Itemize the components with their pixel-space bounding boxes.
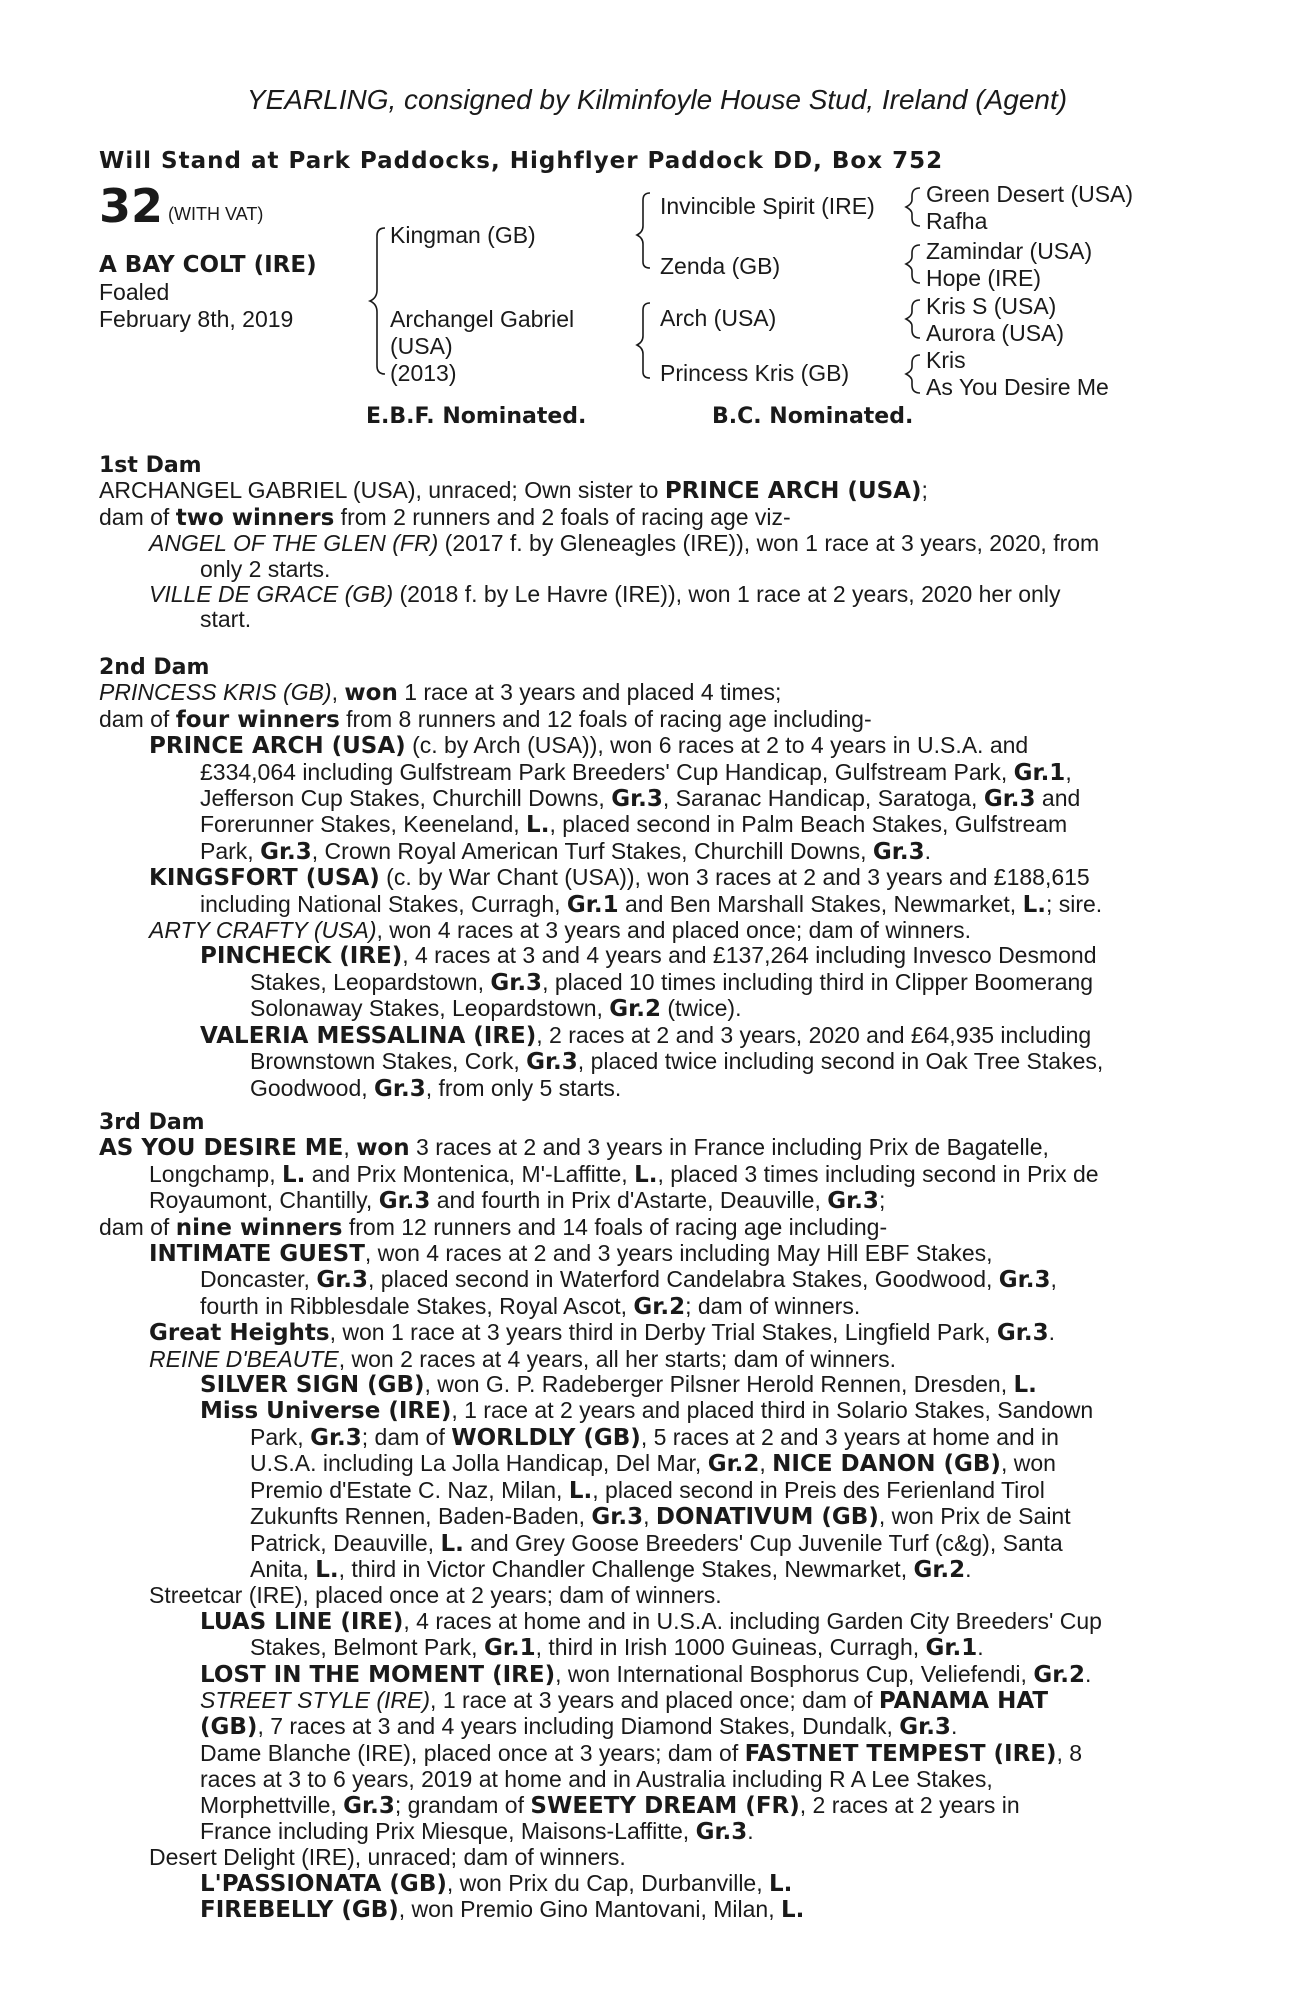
progeny-text: Forerunner Stakes, Keeneland,: [200, 811, 527, 838]
progeny-text: Premio d'Estate C. Naz, Milan,: [250, 1476, 569, 1503]
progeny-text: Morphettville,: [200, 1791, 344, 1818]
progeny-name: PANAMA HAT: [878, 1687, 1049, 1714]
progeny-text: , won 2 races at 4 years, all her starts; dam of winners.: [338, 1345, 897, 1372]
progeny-name: STREET STYLE (IRE): [200, 1686, 431, 1713]
grade-label: Gr.2: [707, 1451, 760, 1478]
grade-label: Gr.3: [343, 1792, 395, 1819]
grade-label: Gr.3: [611, 786, 663, 813]
grade-label: Gr.3: [316, 1267, 369, 1294]
progeny-text: , 5 races at 2 and 3 years at home and in: [640, 1423, 1059, 1450]
grade-label: Gr.3: [695, 1818, 748, 1845]
dam-text: Royaumont, Chantilly,: [149, 1187, 379, 1214]
progeny-text: , won 4 races at 3 years and placed once; dam of winners.: [376, 917, 971, 944]
progeny-name: ARTY CRAFTY (USA): [149, 917, 377, 944]
progeny-name: FASTNET TEMPEST (IRE): [744, 1740, 1057, 1767]
dam-text: ARCHANGEL GABRIEL (USA), unraced; Own sister to: [99, 477, 665, 504]
progeny-text: , third in Victor Chandler Challenge Stakes, Newmarket,: [338, 1555, 914, 1582]
grade-label: L.: [780, 1897, 805, 1924]
grade-label: L.: [1013, 1372, 1037, 1399]
grade-label: L.: [440, 1530, 464, 1557]
progeny-text: ; sire.: [1045, 890, 1103, 917]
grade-label: L.: [1022, 891, 1046, 918]
grade-label: Gr.1: [483, 1635, 536, 1662]
progeny-text: , won: [1000, 1450, 1056, 1477]
dam-text: Longchamp,: [149, 1160, 282, 1187]
progeny-text: , placed second in Palm Beach Stakes, Gulfstream: [549, 811, 1068, 838]
progeny-text: including National Stakes, Curragh,: [200, 890, 567, 917]
progeny-text: Stakes, Leopardstown,: [250, 968, 491, 995]
grade-label: Gr.2: [633, 1293, 686, 1320]
winners-count: nine winners: [175, 1214, 343, 1241]
progeny-text: (2018 f. by Le Havre (IRE)), won 1 race at 2 years, 2020 her only: [393, 581, 1061, 608]
progeny-text: (c. by Arch (USA)), won 6 races at 2 to 4 years in U.S.A. and: [405, 732, 1029, 759]
grade-label: Gr.3: [591, 1504, 644, 1531]
dam-text: from 12 runners and 14 foals of racing age including-: [342, 1213, 888, 1240]
progeny-text: ; dam of winners.: [685, 1292, 861, 1319]
sire-sire-dam: Rafha: [926, 208, 988, 234]
grade-label: Gr.1: [566, 891, 619, 918]
grade-label: Gr.3: [996, 1320, 1049, 1347]
progeny-name: SWEETY DREAM (FR): [530, 1792, 800, 1819]
grade-label: Gr.3: [899, 1714, 951, 1741]
progeny-text: , 2 races at 2 years in: [799, 1791, 1020, 1818]
progeny-text: .: [1048, 1319, 1055, 1346]
dam-dam: Princess Kris (GB): [660, 360, 850, 386]
progeny-name: REINE D'BEAUTE: [149, 1345, 339, 1372]
grade-label: Gr.3: [526, 1049, 578, 1076]
horse-name: A BAY COLT (IRE): [99, 252, 317, 278]
progeny-text: , 4 races at 3 and 4 years and £137,264 including Invesco Desmond: [402, 942, 1097, 969]
progeny-text: .: [747, 1817, 754, 1844]
progeny-text: and Grey Goose Breeders' Cup Juvenile Turf (c&g), Santa: [463, 1529, 1063, 1556]
grade-label: Gr.3: [490, 969, 543, 996]
sire-sire-sire: Green Desert (USA): [926, 181, 1134, 207]
progeny-name: VALERIA MESSALINA (IRE): [200, 1022, 537, 1049]
grade-label: Gr.2: [1033, 1661, 1085, 1688]
grade-label: Gr.3: [872, 838, 925, 865]
progeny-text: races at 3 to 6 years, 2019 at home and in Australia including R A Lee Stakes,: [200, 1766, 993, 1793]
grade-label: L.: [568, 1477, 593, 1504]
progeny-text: , won Prix du Cap, Durbanville,: [446, 1869, 770, 1896]
catalogue-header: YEARLING, consigned by Kilminfoyle House Stud, Ireland (Agent): [246, 84, 1068, 115]
progeny-text: Zukunfts Rennen, Baden-Baden,: [250, 1503, 592, 1530]
dam-text: ;: [921, 477, 928, 504]
progeny-text: Patrick, Deauville,: [250, 1529, 441, 1556]
grade-label: L.: [769, 1870, 793, 1897]
dam-text: 1 race at 3 years and placed 4 times;: [397, 679, 782, 706]
progeny-name: NICE DANON (GB): [772, 1451, 1001, 1478]
progeny-name: INTIMATE GUEST: [149, 1241, 365, 1268]
sire-dam-dam: Hope (IRE): [926, 265, 1042, 291]
progeny-text: .: [924, 837, 931, 864]
grade-label: Gr.3: [378, 1188, 431, 1215]
section-heading: 2nd Dam: [99, 655, 210, 680]
grade-label: L.: [281, 1161, 306, 1188]
dam-text: , placed 3 times including second in Prix de: [657, 1160, 1099, 1187]
progeny-text: ; dam of: [361, 1423, 452, 1450]
progeny-text: , 4 races at home and in U.S.A. including Garden City Breeders' Cup: [403, 1607, 1102, 1634]
grade-label: L.: [315, 1556, 339, 1583]
progeny-text: Jefferson Cup Stakes, Churchill Downs,: [200, 785, 612, 812]
dam-text: from 8 runners and 12 foals of racing age including-: [339, 705, 872, 732]
grade-label: Gr.3: [374, 1075, 426, 1102]
progeny-text: , placed 10 times including third in Clipper Boomerang: [542, 968, 1094, 995]
winners-count: two winners: [175, 504, 335, 531]
progeny-text: (c. by War Chant (USA)), won 3 races at 2 and 3 years and £188,615: [379, 864, 1090, 891]
first-dam-section: [99, 453, 1205, 633]
progeny-text: fourth in Ribblesdale Stakes, Royal Ascot,: [200, 1292, 634, 1319]
grade-label: Gr.1: [1013, 759, 1066, 786]
second-dam-section: [99, 655, 1205, 1102]
progeny-text: ,: [1065, 758, 1072, 785]
progeny-name: DONATIVUM (GB): [655, 1504, 879, 1531]
progeny-text: , won International Bosphorus Cup, Veliefendi,: [555, 1660, 1034, 1687]
dam-text: dam of: [99, 705, 176, 732]
progeny-text: Streetcar (IRE), placed once at 2 years; dam of winners.: [149, 1582, 722, 1609]
progeny-text: , placed second in Waterford Candelabra Stakes, Goodwood,: [368, 1266, 999, 1293]
progeny-text: and: [1035, 785, 1081, 812]
progeny-text: , won 4 races at 2 and 3 years including May Hill EBF Stakes,: [364, 1240, 993, 1267]
progeny-name: FIREBELLY (GB): [200, 1897, 399, 1924]
dam-text: won: [356, 1135, 410, 1162]
winners-count: four winners: [175, 706, 340, 733]
dam-sire-dam: Aurora (USA): [926, 320, 1065, 346]
progeny-text: Solonaway Stakes, Leopardstown,: [250, 995, 610, 1022]
vat-label: (WITH VAT): [168, 204, 264, 224]
dam-text: and fourth in Prix d'Astarte, Deauville,: [430, 1187, 828, 1214]
dam-name: PRINCESS KRIS (GB): [99, 679, 332, 706]
sire-dam: Zenda (GB): [660, 253, 781, 279]
progeny-name: WORLDLY (GB): [451, 1424, 641, 1451]
sire-sire: Invincible Spirit (IRE): [660, 193, 875, 219]
sire: Kingman (GB): [390, 222, 536, 248]
progeny-name: ANGEL OF THE GLEN (FR): [149, 530, 439, 557]
progeny-text: and Ben Marshall Stakes, Newmarket,: [618, 890, 1023, 917]
dam-text: dam of: [99, 503, 176, 530]
horse-highlight: PRINCE ARCH (USA): [664, 478, 922, 505]
progeny-text: .: [1085, 1660, 1092, 1687]
progeny-text: , won G. P. Radeberger Pilsner Herold Rennen, Dresden,: [424, 1371, 1014, 1398]
progeny-text: .: [965, 1555, 972, 1582]
progeny-text: , Saranac Handicap, Saratoga,: [662, 785, 984, 812]
dam-text: and Prix Montenica, M'-Laffitte,: [305, 1160, 635, 1187]
dam-name: AS YOU DESIRE ME: [99, 1135, 344, 1162]
grade-label: Gr.3: [983, 786, 1036, 813]
progeny-text: Park,: [250, 1423, 311, 1450]
progeny-text: ,: [759, 1450, 773, 1477]
lot-number: 32: [99, 179, 164, 233]
progeny-text: Dame Blanche (IRE), placed once at 3 years; dam of: [200, 1739, 745, 1766]
progeny-text: (twice).: [660, 995, 742, 1022]
progeny-text: , placed twice including second in Oak Tree Stakes,: [577, 1048, 1104, 1075]
progeny-text: Desert Delight (IRE), unraced; dam of winners.: [149, 1844, 626, 1871]
dam-line-1: Archangel Gabriel: [390, 306, 575, 332]
section-heading: 1st Dam: [99, 453, 202, 478]
progeny-text: Goodwood,: [250, 1074, 375, 1101]
progeny-name: PRINCE ARCH (USA): [149, 733, 406, 760]
sire-dam-sire: Zamindar (USA): [926, 238, 1093, 264]
dam-text: ,: [331, 679, 345, 706]
progeny-name: LUAS LINE (IRE): [200, 1608, 404, 1635]
dam-text: ,: [343, 1134, 357, 1161]
progeny-text: Doncaster,: [200, 1266, 317, 1293]
progeny-text: Stakes, Belmont Park,: [250, 1634, 484, 1661]
grade-label: L.: [634, 1161, 658, 1188]
progeny-text: , won 1 race at 3 years third in Derby Trial Stakes, Lingfield Park,: [329, 1319, 997, 1346]
progeny-text: , 1 race at 2 years and placed third in Solario Stakes, Sandown: [451, 1397, 1094, 1424]
progeny-text: Anita,: [250, 1555, 316, 1582]
dam-text: dam of: [99, 1213, 176, 1240]
progeny-text: , won Premio Gino Mantovani, Milan,: [398, 1896, 781, 1923]
grade-label: Gr.3: [827, 1188, 879, 1215]
dam-sire: Arch (USA): [660, 305, 777, 331]
foaled-label: Foaled: [99, 279, 170, 305]
progeny-text: , won Prix de Saint: [878, 1503, 1071, 1530]
foaled-date: February 8th, 2019: [99, 306, 294, 332]
progeny-text: , 8: [1056, 1739, 1083, 1766]
grade-label: Gr.3: [998, 1267, 1051, 1294]
grade-label: Gr.3: [260, 838, 312, 865]
progeny-name: SILVER SIGN (GB): [200, 1372, 425, 1399]
dam-text: ;: [878, 1187, 886, 1214]
progeny-name: Great Heights: [149, 1320, 330, 1347]
progeny-text: , from only 5 starts.: [425, 1074, 622, 1101]
grade-label: Gr.3: [310, 1424, 362, 1451]
progeny-text: U.S.A. including La Jolla Handicap, Del Mar,: [250, 1450, 708, 1477]
dam-line-2: (USA): [390, 333, 453, 359]
progeny-name: LOST IN THE MOMENT (IRE): [200, 1661, 556, 1688]
third-dam-section: [99, 1110, 1205, 1924]
dam-sire-sire: Kris S (USA): [926, 293, 1057, 319]
grade-label: L.: [526, 812, 550, 839]
progeny-name: KINGSFORT (USA): [149, 865, 380, 892]
progeny-text: , 1 race at 3 years and placed once; dam of: [430, 1686, 879, 1713]
dam-dam-sire: Kris: [926, 347, 966, 373]
section-heading: 3rd Dam: [99, 1110, 205, 1135]
grade-label: Gr.2: [609, 996, 661, 1023]
progeny-text: (2017 f. by Gleneagles (IRE)), won 1 race at 3 years, 2020, from: [438, 530, 1100, 557]
progeny-text: .: [977, 1634, 984, 1661]
stand-location: Will Stand at Park Paddocks, Highflyer Paddock DD, Box 752: [99, 148, 944, 174]
progeny-text: , Crown Royal American Turf Stakes, Churchill Downs,: [311, 837, 873, 864]
progeny-text: France including Prix Miesque, Maisons-Laffitte,: [200, 1817, 696, 1844]
progeny-text: , 2 races at 2 and 3 years, 2020 and £64,935 including: [536, 1021, 1092, 1048]
progeny-text: ; grandam of: [394, 1791, 531, 1818]
progeny-text: , third in Irish 1000 Guineas, Curragh,: [535, 1634, 926, 1661]
grade-label: Gr.1: [925, 1635, 978, 1662]
progeny-text: Park,: [200, 837, 261, 864]
progeny-name: VILLE DE GRACE (GB): [149, 581, 394, 608]
progeny-text: .: [950, 1713, 958, 1740]
dam-line-3: (2013): [390, 360, 457, 386]
dam-dam-dam: As You Desire Me: [926, 374, 1109, 400]
progeny-name: Miss Universe (IRE): [200, 1398, 452, 1425]
pedigree-braces: [0, 0, 1314, 420]
grade-label: Gr.2: [913, 1556, 966, 1583]
progeny-text: £334,064 including Gulfstream Park Breeders' Cup Handicap, Gulfstream Park,: [200, 758, 1014, 785]
progeny-text: only 2 starts.: [200, 555, 331, 582]
progeny-name: PINCHECK (IRE): [200, 943, 403, 970]
progeny-text: ,: [1050, 1266, 1057, 1293]
progeny-text: ,: [643, 1503, 656, 1530]
progeny-name: (GB): [200, 1714, 258, 1741]
progeny-text: , placed second in Preis des Ferienland Tirol: [592, 1476, 1045, 1503]
bc-nominated: B.C. Nominated.: [712, 404, 914, 429]
progeny-text: Brownstown Stakes, Cork,: [250, 1048, 527, 1075]
dam-text: 3 races at 2 and 3 years in France including Prix de Bagatelle,: [409, 1134, 1049, 1161]
ebf-nominated: E.B.F. Nominated.: [366, 404, 587, 429]
progeny-text: , 7 races at 3 and 4 years including Diamond Stakes, Dundalk,: [257, 1713, 900, 1740]
dam-text: from 2 runners and 2 foals of racing age viz-: [334, 503, 791, 530]
dam-text: won: [344, 680, 398, 707]
progeny-text: start.: [200, 606, 252, 633]
progeny-name: L'PASSIONATA (GB): [200, 1870, 447, 1897]
